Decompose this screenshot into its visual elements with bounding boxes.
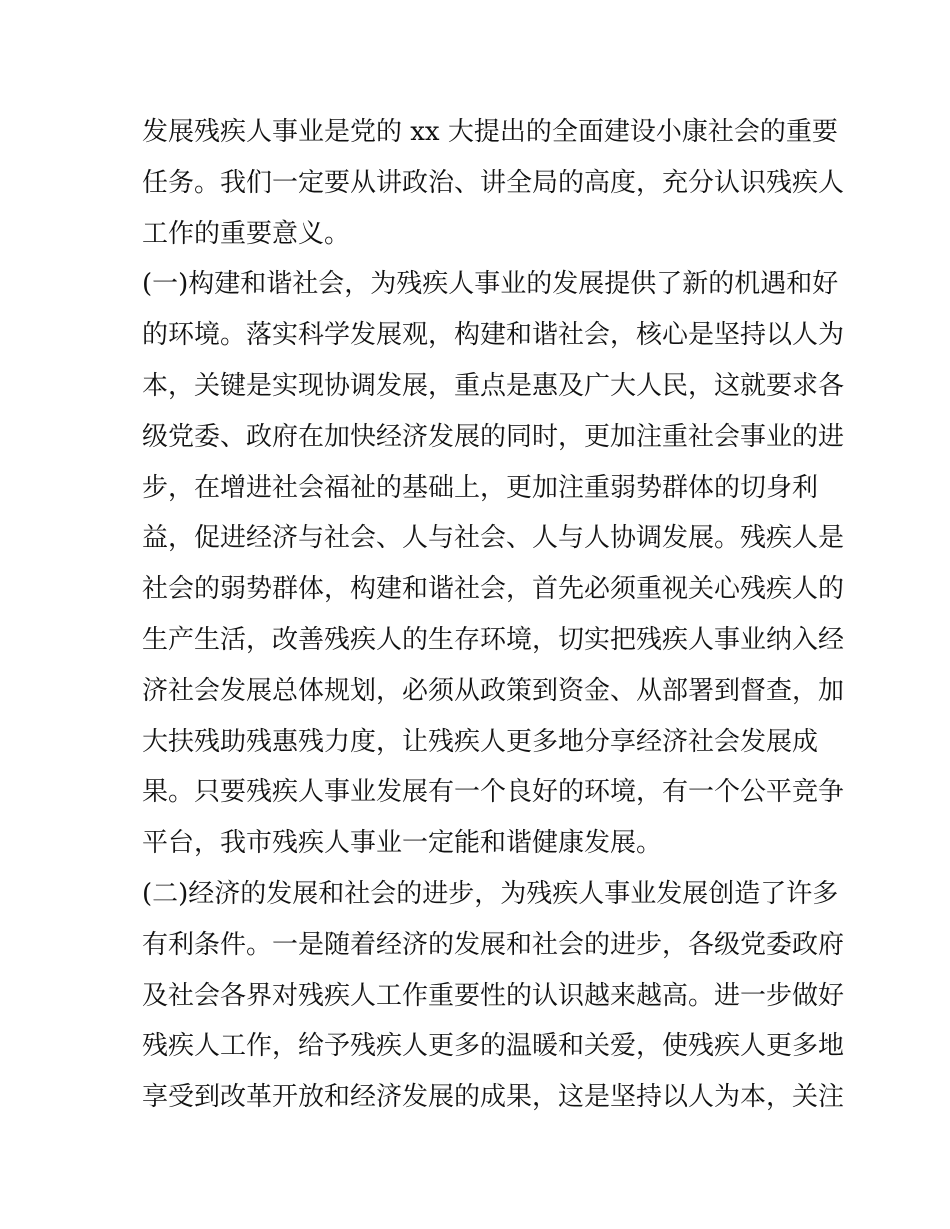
text-line: (一)构建和谐社会，为残疾人事业的发展提供了新的机遇和好: [142, 269, 839, 300]
text-line: 有利条件。一是随着经济的发展和社会的进步，各级党委政府: [142, 929, 845, 960]
text-line: 的环境。落实科学发展观，构建和谐社会，核心是坚持以人为: [142, 320, 845, 351]
text-line: 本，关键是实现协调发展，重点是惠及广大人民，这就要求各: [142, 370, 845, 401]
text-line: 果。只要残疾人事业发展有一个良好的环境，有一个公平竞争: [142, 777, 845, 808]
text-line: 级党委、政府在加快经济发展的同时，更加注重社会事业的进: [142, 421, 845, 452]
text-line: 济社会发展总体规划，必须从政策到资金、从部署到督查，加: [142, 675, 845, 706]
body-text: [142, 107, 845, 1123]
text-line: 步，在增进社会福祉的基础上，更加注重弱势群体的切身利: [142, 472, 819, 503]
text-line: 工作的重要意义。: [142, 218, 351, 249]
text-line: 享受到改革开放和经济发展的成果，这是坚持以人为本，关注: [142, 1082, 845, 1113]
text-line: 大扶残助残惠残力度，让残疾人更多地分享经济社会发展成: [142, 726, 819, 757]
text-line: 及社会各界对残疾人工作重要性的认识越来越高。进一步做好: [142, 980, 845, 1011]
text-line: 残疾人工作，给予残疾人更多的温暖和关爱，使残疾人更多地: [142, 1031, 845, 1062]
text-line: 发展残疾人事业是党的 xx 大提出的全面建设小康社会的重要: [142, 117, 838, 147]
text-line: 任务。我们一定要从讲政治、讲全局的高度，充分认识残疾人: [142, 167, 845, 198]
text-line: 社会的弱势群体，构建和谐社会，首先必须重视关心残疾人的: [142, 574, 845, 605]
text-line: 生产生活，改善残疾人的生存环境，切实把残疾人事业纳入经: [142, 624, 845, 655]
text-line: (二)经济的发展和社会的进步，为残疾人事业发展创造了许多: [142, 878, 839, 909]
text-line: 益，促进经济与社会、人与社会、人与人协调发展。残疾人是: [142, 523, 845, 554]
text-line: 平台，我市残疾人事业一定能和谐健康发展。: [142, 828, 663, 859]
